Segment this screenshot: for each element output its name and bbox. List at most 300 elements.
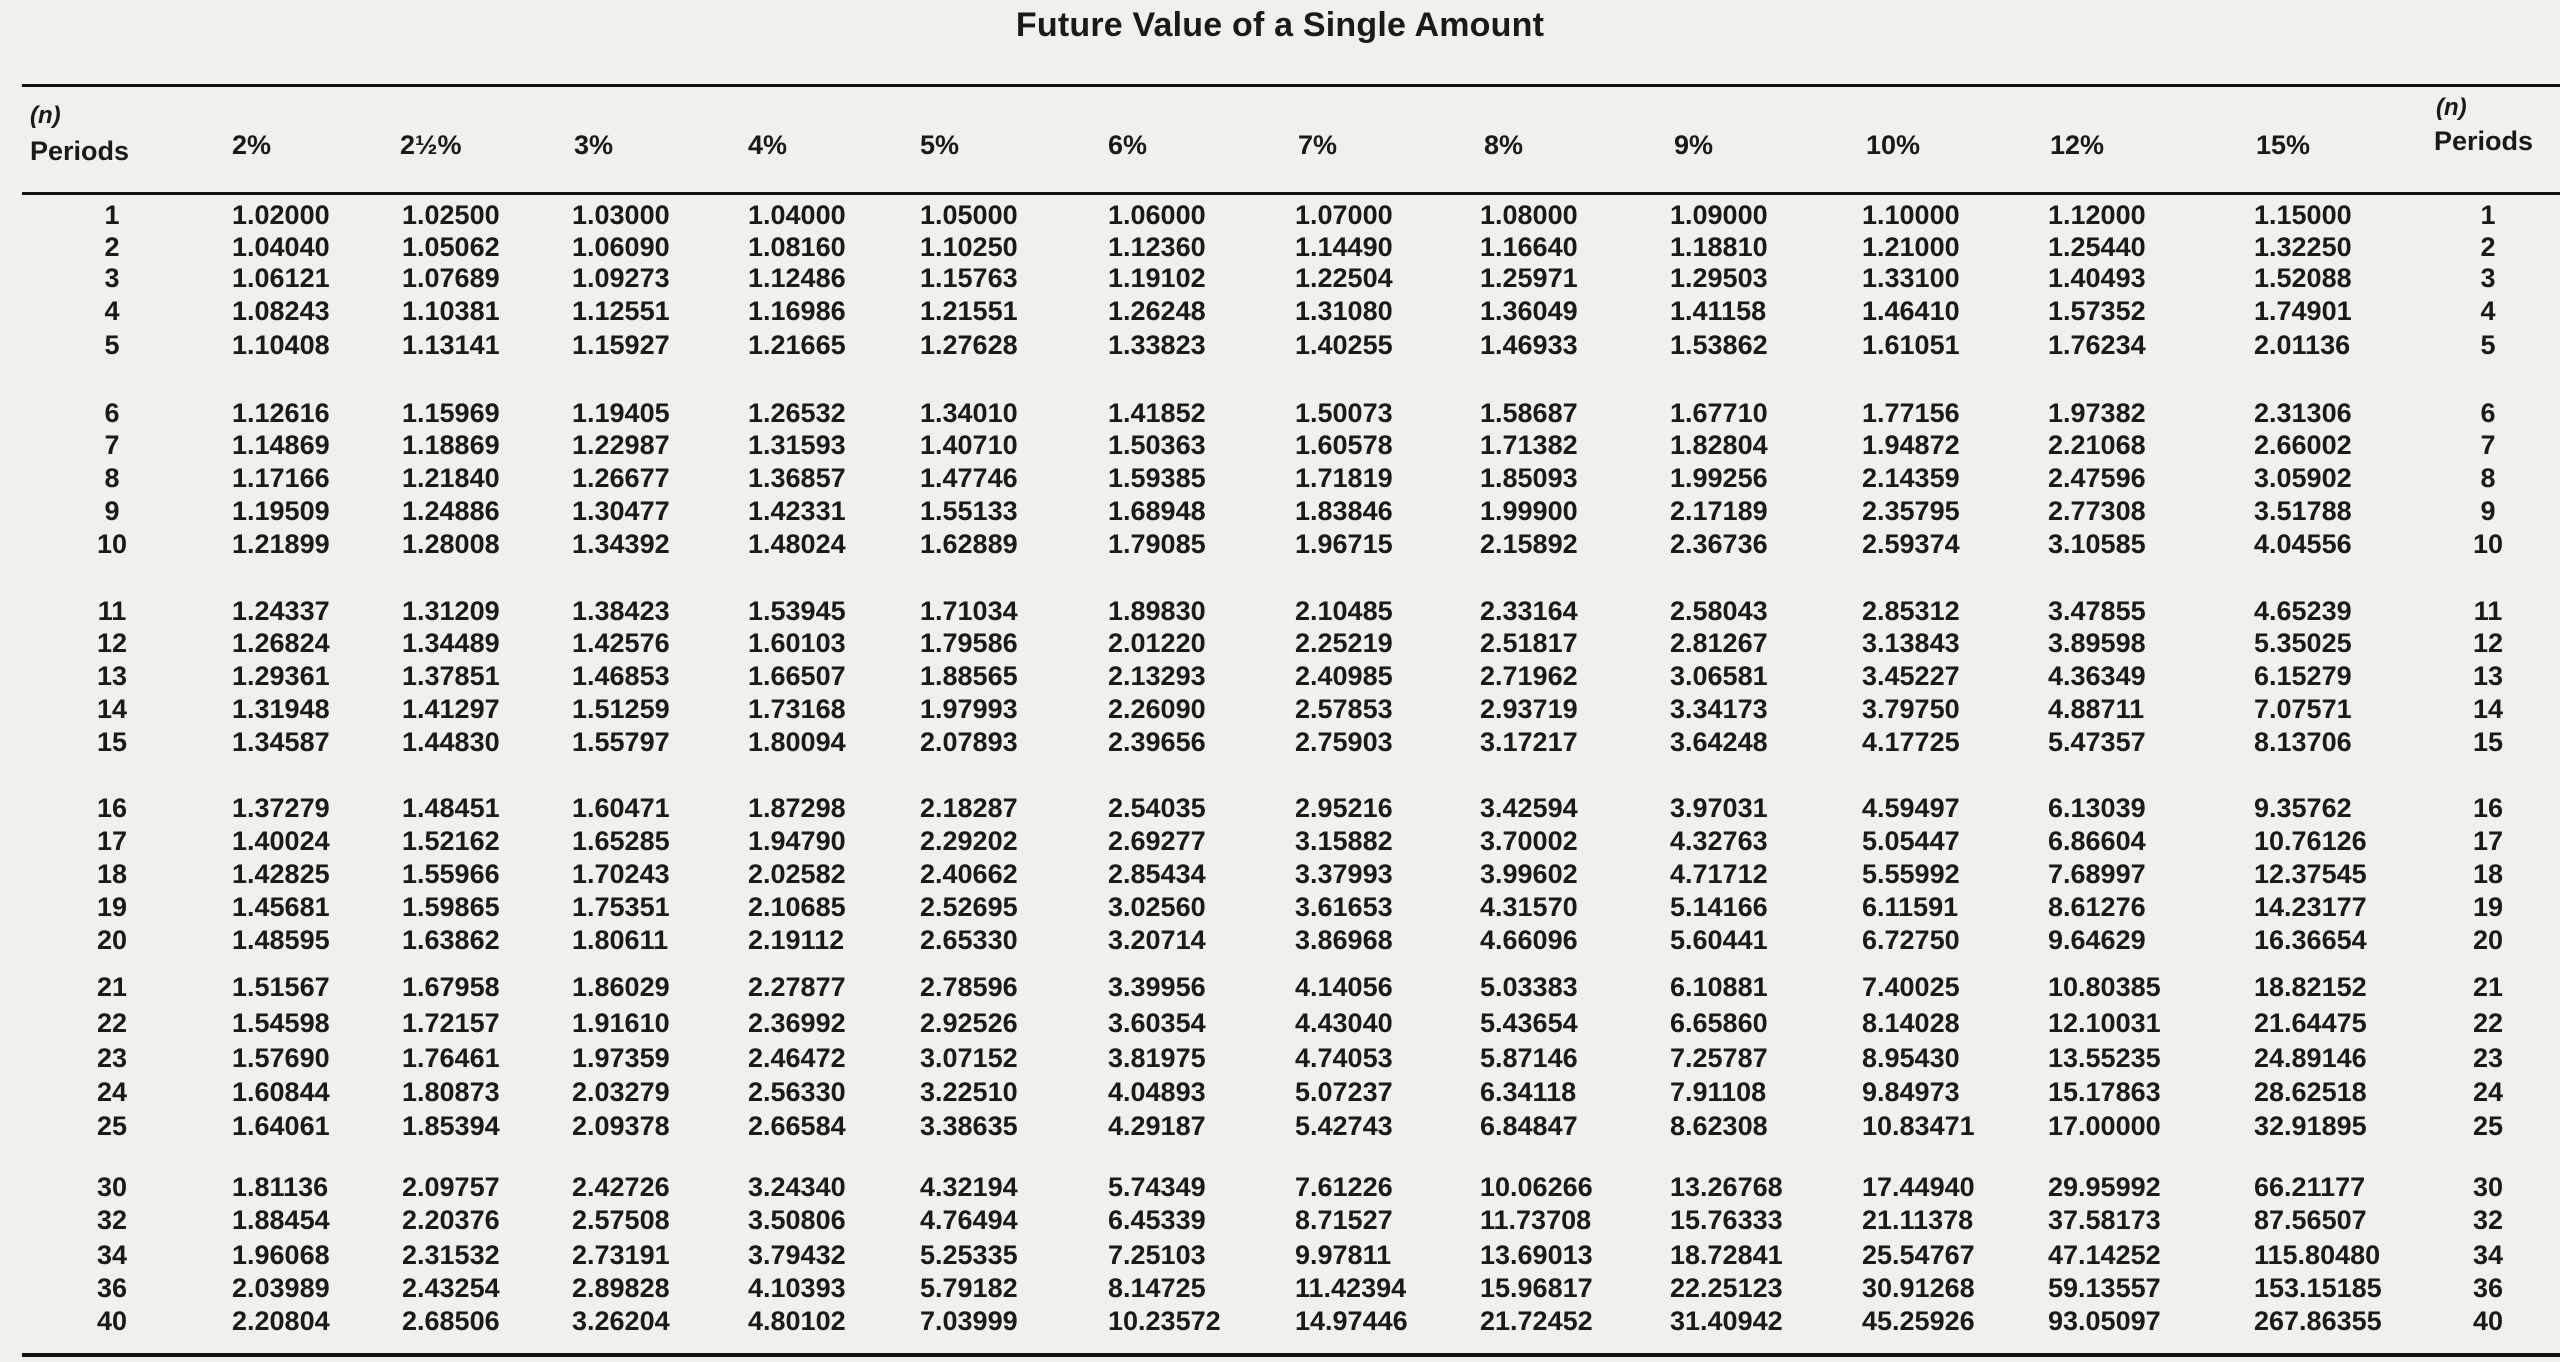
table-cell: 1.50073 bbox=[1295, 398, 1393, 428]
table-cell: 1.05062 bbox=[402, 232, 500, 262]
table-cell: 1.53862 bbox=[1670, 330, 1768, 360]
table-cell: 2.77308 bbox=[2048, 496, 2146, 526]
table-cell: 13.26768 bbox=[1670, 1172, 1783, 1202]
table-cell: 28.62518 bbox=[2254, 1077, 2367, 1107]
table-cell: 1.15000 bbox=[2254, 200, 2352, 230]
table-cell: 1.31080 bbox=[1295, 296, 1393, 326]
table-cell: 2.27877 bbox=[748, 972, 846, 1002]
table-cell: 1.29503 bbox=[1670, 263, 1768, 293]
table-cell: 1.99256 bbox=[1670, 463, 1768, 493]
table-cell: 1.42825 bbox=[232, 859, 330, 889]
table-cell: 4.80102 bbox=[748, 1306, 846, 1336]
table-cell: 1.96068 bbox=[232, 1240, 330, 1270]
table-cell: 1.51259 bbox=[572, 694, 670, 724]
table-cell: 1.42576 bbox=[572, 628, 670, 658]
table-cell: 2.20804 bbox=[232, 1306, 330, 1336]
table-cell: 1.85093 bbox=[1480, 463, 1578, 493]
table-cell: 3.10585 bbox=[2048, 529, 2146, 559]
table-cell: 6.65860 bbox=[1670, 1008, 1768, 1038]
table-cell: 3.20714 bbox=[1108, 925, 1206, 955]
table-cell: 1.36049 bbox=[1480, 296, 1578, 326]
table-cell: 21.72452 bbox=[1480, 1306, 1593, 1336]
table-cell: 5.07237 bbox=[1295, 1077, 1393, 1107]
table-cell: 30.91268 bbox=[1862, 1273, 1975, 1303]
table-cell: 15.96817 bbox=[1480, 1273, 1593, 1303]
table-cell: 17.44940 bbox=[1862, 1172, 1975, 1202]
table-cell: 2.73191 bbox=[572, 1240, 670, 1270]
table-cell: 2.17189 bbox=[1670, 496, 1768, 526]
table-cell: 2.40662 bbox=[920, 859, 1018, 889]
table-cell: 4.04556 bbox=[2254, 529, 2352, 559]
table-cell: 1.68948 bbox=[1108, 496, 1206, 526]
table-cell: 3.81975 bbox=[1108, 1043, 1206, 1073]
table-cell: 3.06581 bbox=[1670, 661, 1768, 691]
table-cell: 4.71712 bbox=[1670, 859, 1768, 889]
table-cell: 2.35795 bbox=[1862, 496, 1960, 526]
table-cell: 1.37279 bbox=[232, 793, 330, 823]
table-cell: 1.17166 bbox=[232, 463, 330, 493]
table-cell: 2.69277 bbox=[1108, 826, 1206, 856]
table-cell: 8.95430 bbox=[1862, 1043, 1960, 1073]
table-cell: 2.89828 bbox=[572, 1273, 670, 1303]
table-cell: 2.75903 bbox=[1295, 727, 1393, 757]
table-cell: 1.26248 bbox=[1108, 296, 1206, 326]
table-cell: 1.97993 bbox=[920, 694, 1018, 724]
table-cell: 1.31593 bbox=[748, 430, 846, 460]
table-cell: 1.46933 bbox=[1480, 330, 1578, 360]
table-cell: 1.26677 bbox=[572, 463, 670, 493]
table-cell: 1.16640 bbox=[1480, 232, 1578, 262]
bottom-rule bbox=[22, 1353, 2560, 1357]
table-cell: 7.68997 bbox=[2048, 859, 2146, 889]
header-rule bbox=[22, 192, 2560, 195]
table-cell: 1.57690 bbox=[232, 1043, 330, 1073]
table-cell: 115.80480 bbox=[2254, 1240, 2381, 1270]
table-cell: 2.18287 bbox=[920, 793, 1018, 823]
table-cell: 10.76126 bbox=[2254, 826, 2367, 856]
table-cell: 4.14056 bbox=[1295, 972, 1393, 1002]
table-cell: 1.53945 bbox=[748, 596, 846, 626]
period-right: 19 bbox=[2472, 892, 2504, 922]
table-cell: 2.85312 bbox=[1862, 596, 1960, 626]
table-cell: 2.33164 bbox=[1480, 596, 1578, 626]
table-cell: 2.13293 bbox=[1108, 661, 1206, 691]
table-cell: 1.40255 bbox=[1295, 330, 1393, 360]
table-cell: 1.19509 bbox=[232, 496, 330, 526]
period-left: 20 bbox=[96, 925, 128, 955]
table-cell: 1.07000 bbox=[1295, 200, 1393, 230]
period-right: 17 bbox=[2472, 826, 2504, 856]
table-cell: 2.02582 bbox=[748, 859, 846, 889]
table-cell: 2.46472 bbox=[748, 1043, 846, 1073]
table-cell: 15.17863 bbox=[2048, 1077, 2161, 1107]
table-cell: 1.38423 bbox=[572, 596, 670, 626]
table-cell: 1.03000 bbox=[572, 200, 670, 230]
table-cell: 4.59497 bbox=[1862, 793, 1960, 823]
table-cell: 5.03383 bbox=[1480, 972, 1578, 1002]
period-right: 6 bbox=[2480, 398, 2496, 428]
table-cell: 1.58687 bbox=[1480, 398, 1578, 428]
period-left: 36 bbox=[96, 1273, 128, 1303]
table-cell: 2.10685 bbox=[748, 892, 846, 922]
table-cell: 10.80385 bbox=[2048, 972, 2161, 1002]
table-cell: 1.41852 bbox=[1108, 398, 1206, 428]
period-right: 15 bbox=[2472, 727, 2504, 757]
period-right: 9 bbox=[2480, 496, 2496, 526]
rate-header: 6% bbox=[1108, 130, 1148, 160]
table-cell: 1.14869 bbox=[232, 430, 330, 460]
table-cell: 2.42726 bbox=[572, 1172, 670, 1202]
table-cell: 7.91108 bbox=[1670, 1077, 1767, 1107]
table-cell: 2.66002 bbox=[2254, 430, 2352, 460]
period-right: 34 bbox=[2472, 1240, 2504, 1270]
period-right: 32 bbox=[2472, 1205, 2504, 1235]
period-right: 36 bbox=[2472, 1273, 2504, 1303]
table-cell: 1.75351 bbox=[572, 892, 670, 922]
table-cell: 1.97359 bbox=[572, 1043, 670, 1073]
table-cell: 12.37545 bbox=[2254, 859, 2367, 889]
period-left: 40 bbox=[96, 1306, 128, 1336]
period-right: 40 bbox=[2472, 1306, 2504, 1336]
table-cell: 7.03999 bbox=[920, 1306, 1018, 1336]
table-cell: 3.22510 bbox=[920, 1077, 1018, 1107]
table-cell: 3.50806 bbox=[748, 1205, 846, 1235]
table-cell: 1.15969 bbox=[402, 398, 500, 428]
table-cell: 1.86029 bbox=[572, 972, 670, 1002]
rate-header: 5% bbox=[920, 130, 960, 160]
period-right: 18 bbox=[2472, 859, 2504, 889]
table-cell: 59.13557 bbox=[2048, 1273, 2161, 1303]
table-cell: 4.31570 bbox=[1480, 892, 1578, 922]
table-cell: 1.33823 bbox=[1108, 330, 1206, 360]
table-cell: 1.80611 bbox=[572, 925, 669, 955]
table-cell: 5.43654 bbox=[1480, 1008, 1578, 1038]
table-cell: 3.64248 bbox=[1670, 727, 1768, 757]
period-left: 21 bbox=[96, 972, 128, 1002]
table-cell: 3.61653 bbox=[1295, 892, 1393, 922]
table-cell: 1.12486 bbox=[748, 263, 846, 293]
table-cell: 8.61276 bbox=[2048, 892, 2146, 922]
rate-header: 15% bbox=[2256, 130, 2311, 160]
table-cell: 3.42594 bbox=[1480, 793, 1578, 823]
table-cell: 3.37993 bbox=[1295, 859, 1393, 889]
table-cell: 2.39656 bbox=[1108, 727, 1206, 757]
table-cell: 1.34010 bbox=[920, 398, 1018, 428]
table-cell: 1.76234 bbox=[2048, 330, 2146, 360]
table-cell: 2.19112 bbox=[748, 925, 845, 955]
table-cell: 4.65239 bbox=[2254, 596, 2352, 626]
table-cell: 8.62308 bbox=[1670, 1111, 1768, 1141]
table-cell: 2.26090 bbox=[1108, 694, 1206, 724]
table-cell: 1.55966 bbox=[402, 859, 500, 889]
table-cell: 1.62889 bbox=[920, 529, 1018, 559]
table-cell: 1.25440 bbox=[2048, 232, 2146, 262]
table-cell: 1.85394 bbox=[402, 1111, 500, 1141]
table-cell: 1.41158 bbox=[1670, 296, 1767, 326]
table-cell: 2.07893 bbox=[920, 727, 1018, 757]
period-right: 20 bbox=[2472, 925, 2504, 955]
table-cell: 2.20376 bbox=[402, 1205, 500, 1235]
table-cell: 1.48024 bbox=[748, 529, 846, 559]
table-cell: 1.59865 bbox=[402, 892, 500, 922]
table-cell: 93.05097 bbox=[2048, 1306, 2161, 1336]
rate-header: 10% bbox=[1866, 130, 1921, 160]
period-left: 10 bbox=[96, 529, 128, 559]
period-left: 5 bbox=[104, 330, 120, 360]
table-cell: 4.29187 bbox=[1108, 1111, 1206, 1141]
table-cell: 1.34587 bbox=[232, 727, 330, 757]
table-cell: 153.15185 bbox=[2254, 1273, 2382, 1303]
table-cell: 10.06266 bbox=[1480, 1172, 1593, 1202]
table-cell: 2.51817 bbox=[1480, 628, 1578, 658]
table-cell: 1.83846 bbox=[1295, 496, 1393, 526]
table-cell: 12.10031 bbox=[2048, 1008, 2161, 1038]
table-cell: 2.85434 bbox=[1108, 859, 1206, 889]
header-right-n: (n) bbox=[2436, 94, 2467, 121]
table-cell: 1.31209 bbox=[402, 596, 500, 626]
table-cell: 1.15927 bbox=[572, 330, 670, 360]
table-cell: 5.47357 bbox=[2048, 727, 2146, 757]
table-cell: 1.71382 bbox=[1480, 430, 1578, 460]
table-cell: 1.63862 bbox=[402, 925, 500, 955]
period-left: 25 bbox=[96, 1111, 128, 1141]
table-cell: 1.05000 bbox=[920, 200, 1018, 230]
table-cell: 2.78596 bbox=[920, 972, 1018, 1002]
table-cell: 3.89598 bbox=[2048, 628, 2146, 658]
table-cell: 2.21068 bbox=[2048, 430, 2146, 460]
table-cell: 4.32763 bbox=[1670, 826, 1768, 856]
rate-header: 2½% bbox=[400, 130, 462, 160]
table-cell: 1.12000 bbox=[2048, 200, 2146, 230]
period-right: 21 bbox=[2472, 972, 2504, 1002]
table-cell: 1.33100 bbox=[1862, 263, 1960, 293]
table-cell: 1.30477 bbox=[572, 496, 670, 526]
table-cell: 1.59385 bbox=[1108, 463, 1206, 493]
table-cell: 6.11591 bbox=[1862, 892, 1959, 922]
table-cell: 1.81136 bbox=[232, 1172, 329, 1202]
table-cell: 1.73168 bbox=[748, 694, 846, 724]
table-cell: 14.23177 bbox=[2254, 892, 2367, 922]
period-left: 9 bbox=[104, 496, 120, 526]
period-right: 8 bbox=[2480, 463, 2496, 493]
table-cell: 1.10250 bbox=[920, 232, 1018, 262]
table-cell: 1.60103 bbox=[748, 628, 846, 658]
table-cell: 1.07689 bbox=[402, 263, 500, 293]
table-cell: 1.70243 bbox=[572, 859, 670, 889]
table-cell: 5.25335 bbox=[920, 1240, 1018, 1270]
header-left-n: (n) bbox=[30, 102, 61, 129]
table-cell: 1.72157 bbox=[402, 1008, 500, 1038]
table-cell: 2.54035 bbox=[1108, 793, 1206, 823]
table-cell: 2.01136 bbox=[2254, 330, 2351, 360]
period-left: 32 bbox=[96, 1205, 128, 1235]
table-cell: 8.14028 bbox=[1862, 1008, 1960, 1038]
table-cell: 2.25219 bbox=[1295, 628, 1393, 658]
period-right: 3 bbox=[2480, 263, 2496, 293]
period-right: 30 bbox=[2472, 1172, 2504, 1202]
table-cell: 13.55235 bbox=[2048, 1043, 2161, 1073]
table-cell: 2.71962 bbox=[1480, 661, 1578, 691]
table-cell: 11.73708 bbox=[1480, 1205, 1592, 1235]
table-cell: 3.34173 bbox=[1670, 694, 1768, 724]
period-left: 24 bbox=[96, 1077, 128, 1107]
table-cell: 2.93719 bbox=[1480, 694, 1578, 724]
table-cell: 2.47596 bbox=[2048, 463, 2146, 493]
table-cell: 1.04040 bbox=[232, 232, 330, 262]
table-cell: 17.00000 bbox=[2048, 1111, 2161, 1141]
table-cell: 1.77156 bbox=[1862, 398, 1960, 428]
table-cell: 1.26532 bbox=[748, 398, 846, 428]
table-cell: 1.87298 bbox=[748, 793, 846, 823]
table-cell: 10.83471 bbox=[1862, 1111, 1975, 1141]
table-cell: 1.21899 bbox=[232, 529, 330, 559]
table-cell: 2.57508 bbox=[572, 1205, 670, 1235]
table-cell: 1.54598 bbox=[232, 1008, 330, 1038]
period-left: 17 bbox=[96, 826, 128, 856]
rate-header: 8% bbox=[1484, 130, 1524, 160]
period-left: 30 bbox=[96, 1172, 128, 1202]
table-cell: 1.29361 bbox=[232, 661, 330, 691]
table-cell: 1.40710 bbox=[920, 430, 1018, 460]
rate-header: 4% bbox=[748, 130, 788, 160]
period-right: 11 bbox=[2473, 596, 2503, 626]
table-cell: 1.08243 bbox=[232, 296, 330, 326]
table-cell: 1.10408 bbox=[232, 330, 330, 360]
table-cell: 37.58173 bbox=[2048, 1205, 2161, 1235]
table-cell: 1.19102 bbox=[1108, 263, 1206, 293]
period-right: 24 bbox=[2472, 1077, 2504, 1107]
table-cell: 1.48451 bbox=[402, 793, 500, 823]
table-cell: 2.57853 bbox=[1295, 694, 1393, 724]
table-cell: 1.80094 bbox=[748, 727, 846, 757]
table-cell: 5.14166 bbox=[1670, 892, 1768, 922]
period-left: 15 bbox=[96, 727, 128, 757]
table-cell: 6.45339 bbox=[1108, 1205, 1206, 1235]
table-cell: 1.67710 bbox=[1670, 398, 1768, 428]
table-cell: 3.17217 bbox=[1480, 727, 1578, 757]
table-cell: 6.34118 bbox=[1480, 1077, 1577, 1107]
table-cell: 1.40024 bbox=[232, 826, 330, 856]
table-cell: 1.04000 bbox=[748, 200, 846, 230]
table-cell: 31.40942 bbox=[1670, 1306, 1783, 1336]
table-cell: 3.13843 bbox=[1862, 628, 1960, 658]
table-cell: 7.07571 bbox=[2254, 694, 2352, 724]
table-cell: 1.12551 bbox=[572, 296, 670, 326]
table-cell: 2.92526 bbox=[920, 1008, 1018, 1038]
period-right: 16 bbox=[2472, 793, 2504, 823]
period-left: 23 bbox=[96, 1043, 128, 1073]
rate-header: 12% bbox=[2050, 130, 2105, 160]
table-cell: 3.26204 bbox=[572, 1306, 670, 1336]
table-cell: 1.79085 bbox=[1108, 529, 1206, 559]
table-cell: 1.02500 bbox=[402, 200, 500, 230]
table-cell: 1.21840 bbox=[402, 463, 500, 493]
table-cell: 1.57352 bbox=[2048, 296, 2146, 326]
rate-header: 3% bbox=[574, 130, 614, 160]
table-cell: 1.34392 bbox=[572, 529, 670, 559]
table-cell: 1.89830 bbox=[1108, 596, 1206, 626]
table-cell: 3.39956 bbox=[1108, 972, 1206, 1002]
table-cell: 1.52088 bbox=[2254, 263, 2352, 293]
table-cell: 8.14725 bbox=[1108, 1273, 1206, 1303]
table-cell: 16.36654 bbox=[2254, 925, 2367, 955]
table-cell: 3.47855 bbox=[2048, 596, 2146, 626]
table-cell: 1.13141 bbox=[402, 330, 500, 360]
table-cell: 18.82152 bbox=[2254, 972, 2367, 1002]
period-left: 6 bbox=[104, 398, 120, 428]
table-cell: 1.48595 bbox=[232, 925, 330, 955]
table-cell: 1.94790 bbox=[748, 826, 846, 856]
table-cell: 3.07152 bbox=[920, 1043, 1018, 1073]
table-cell: 6.84847 bbox=[1480, 1111, 1578, 1141]
period-left: 34 bbox=[96, 1240, 128, 1270]
table-cell: 1.96715 bbox=[1295, 529, 1393, 559]
table-cell: 1.08160 bbox=[748, 232, 846, 262]
table-cell: 1.34489 bbox=[402, 628, 500, 658]
table-cell: 1.10381 bbox=[402, 296, 500, 326]
period-left: 3 bbox=[104, 263, 120, 293]
table-cell: 1.19405 bbox=[572, 398, 670, 428]
table-cell: 1.42331 bbox=[748, 496, 846, 526]
table-cell: 1.10000 bbox=[1862, 200, 1960, 230]
table-cell: 1.91610 bbox=[572, 1008, 670, 1038]
table-cell: 1.12360 bbox=[1108, 232, 1206, 262]
table-cell: 3.60354 bbox=[1108, 1008, 1206, 1038]
table-cell: 1.41297 bbox=[402, 694, 500, 724]
period-left: 2 bbox=[104, 232, 120, 262]
table-cell: 2.95216 bbox=[1295, 793, 1393, 823]
table-cell: 1.25971 bbox=[1480, 263, 1578, 293]
table-cell: 1.08000 bbox=[1480, 200, 1578, 230]
table-cell: 1.76461 bbox=[402, 1043, 500, 1073]
table-cell: 1.60578 bbox=[1295, 430, 1393, 460]
period-left: 14 bbox=[96, 694, 128, 724]
table-cell: 1.44830 bbox=[402, 727, 500, 757]
table-cell: 2.09757 bbox=[402, 1172, 500, 1202]
table-cell: 5.42743 bbox=[1295, 1111, 1393, 1141]
period-left: 12 bbox=[96, 628, 128, 658]
table-cell: 4.76494 bbox=[920, 1205, 1018, 1235]
table-cell: 2.09378 bbox=[572, 1111, 670, 1141]
table-cell: 1.79586 bbox=[920, 628, 1018, 658]
table-cell: 3.79750 bbox=[1862, 694, 1960, 724]
table-cell: 24.89146 bbox=[2254, 1043, 2367, 1073]
table-cell: 2.65330 bbox=[920, 925, 1018, 955]
table-cell: 1.27628 bbox=[920, 330, 1018, 360]
table-cell: 21.64475 bbox=[2254, 1008, 2367, 1038]
period-right: 5 bbox=[2480, 330, 2496, 360]
table-cell: 5.35025 bbox=[2254, 628, 2352, 658]
period-right: 14 bbox=[2472, 694, 2504, 724]
rate-header: 2% bbox=[232, 130, 272, 160]
table-cell: 5.79182 bbox=[920, 1273, 1018, 1303]
table-cell: 2.36992 bbox=[748, 1008, 846, 1038]
table-cell: 1.82804 bbox=[1670, 430, 1768, 460]
period-left: 22 bbox=[96, 1008, 128, 1038]
table-cell: 1.80873 bbox=[402, 1077, 500, 1107]
table-cell: 9.64629 bbox=[2048, 925, 2146, 955]
table-cell: 5.74349 bbox=[1108, 1172, 1206, 1202]
table-cell: 4.74053 bbox=[1295, 1043, 1393, 1073]
table-cell: 5.87146 bbox=[1480, 1043, 1578, 1073]
header-right-periods: Periods bbox=[2434, 126, 2534, 156]
table-cell: 4.04893 bbox=[1108, 1077, 1206, 1107]
table-cell: 66.21177 bbox=[2254, 1172, 2366, 1202]
table-cell: 3.45227 bbox=[1862, 661, 1960, 691]
rate-header: 7% bbox=[1298, 130, 1338, 160]
table-cell: 4.66096 bbox=[1480, 925, 1578, 955]
period-left: 13 bbox=[96, 661, 128, 691]
